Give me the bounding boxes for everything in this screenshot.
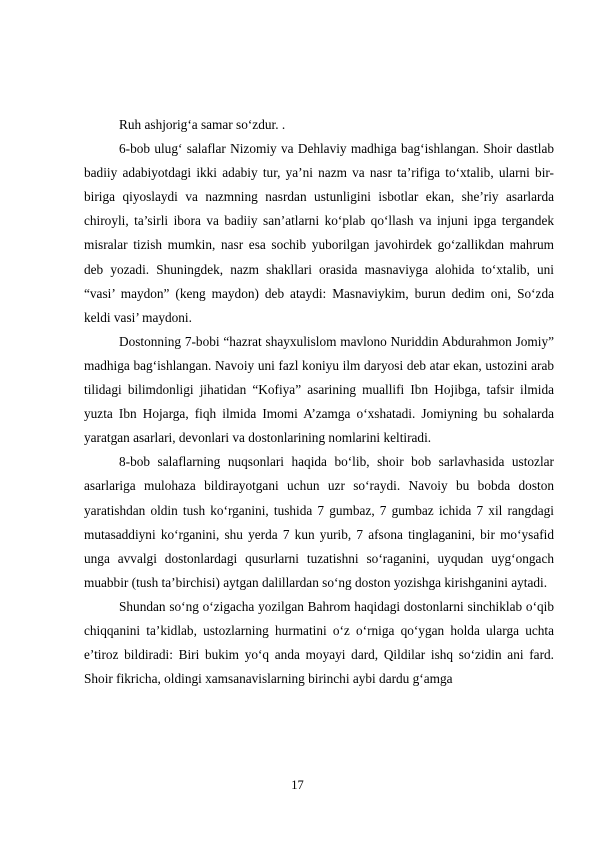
- page-body-text: [84, 113, 554, 691]
- paragraph: Ruh ashjorig‘a samar so‘zdur. .: [119, 117, 286, 132]
- paragraph: 6-bob ulug‘ salaflar Nizomiy va Dehlaviy madhiga bag‘ishlangan. Shoir dastlab badiiy adabiyotdagi ikki adabiy tur, ya’ni nazm va nasr ta’rifiga to‘xtalib, ularni bir-biriga qiyoslaydi va nazmning nasrdan ustunligini isbotlar ekan, she’riy asarlarda chiroyli, ta’sirli ibora va badiiy san’atlarni ko‘plab qo‘llash va injuni ipga tergandek misralar tizish mumkin, nasr esa sochib yuborilgan javohirdek go‘zallikdan mahrum deb yozadi. Shuningdek, nazm shakllari orasida masnaviyga alohida to‘xtalib, uni “vasi’ maydon” (keng maydon) deb ataydi: Masnaviykim, burun dedim oni, So‘zda keldi vasi’ maydoni.: [84, 141, 554, 325]
- page-number: 17: [291, 778, 304, 792]
- paragraph: 8-bob salaflarning nuqsonlari haqida bo‘lib, shoir bob sarlavhasida ustozlar asarlariga mulohaza bildirayotgani uchun uzr so‘raydi. Navoiy bu bobda doston yaratishdan oldin tush ko‘rganini, tushida 7 gumbaz, 7 gumbaz ichida 7 xil rangdagi mutasaddiyni ko‘rganini, shu yerda 7 kun yurib, 7 afsona tinglaganini, bir mo‘ysafid unga avvalgi dostonlardagi qusurlarni tuzatishni so‘raganini, uyqudan uyg‘ongach muabbir (tush ta’birchisi) aytgan dalillardan so‘ng doston yozishga kirishganini aytadi.: [84, 454, 554, 590]
- paragraph: Dostonning 7-bobi “hazrat shayxulislom mavlono Nuriddin Abdurahmon Jomiy” madhiga bag‘ishlangan. Navoiy uni fazl koniyu ilm daryosi deb atar ekan, ustozini arab tilidagi bilimdonligi jihatidan “Kofiya” asarining muallifi Ibn Hojibga, tafsir ilmida yuzta Ibn Hojarga, fiqh ilmida Imomi A’zamga o‘xshatadi. Jomiyning bu sohalarda yaratgan asarlari, devonlari va dostonlarining nomlarini keltiradi.: [84, 333, 554, 446]
- paragraph: Shundan so‘ng o‘zigacha yozilgan Bahrom haqidagi dostonlarni sinchiklab o‘qib chiqqanini ta’kidlab, ustozlarning hurmatini o‘z o‘rniga qo‘ygan holda ularga uchta e’tiroz bildiradi: Biri bukim yo‘q anda moyayi dard, Qildilar ishq so‘zidin ani fard. Shoir fikricha, oldingi xamsanavislarning birinchi aybi dardu g‘amga: [84, 598, 554, 687]
